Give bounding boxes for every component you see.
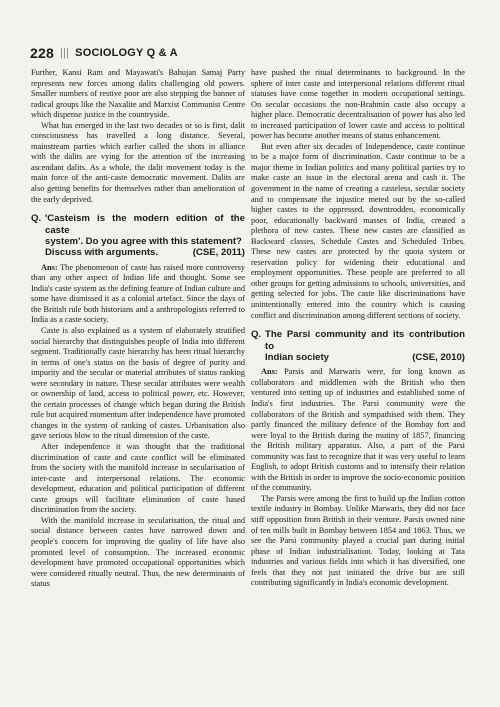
paragraph: Further, Kansi Ram and Mayawati's Bahujan Samaj Party represents new forces among dalits challenging old powers. Smaller numbers of restive poor are also stepping the banner of radical groups like the Naxalite and Marxist Communist Centre which dispense justice in the countryside. — [31, 68, 245, 120]
answer-label: Ans: — [41, 262, 58, 272]
question-text-line: The Parsi community and its contribution to — [265, 329, 465, 352]
question-heading — [31, 213, 245, 259]
question-text-line: Discuss with arguments. — [45, 247, 159, 259]
paragraph: With the manifold increase in secularisation, the ritual and social distance between castes have narrowed down and people's concern for improving the quality of life have also promoted level of consumption. The increased economic development have promoted occupational opportunities which were considered ritually neutral. Thus, the new determinants of status — [31, 515, 245, 589]
answer-text: Parsis and Marwaris were, for long known as collaborators and middlemen with the British who then ventured into setting up of industries and established some of India's first industries. The Parsi community were the collaborators of the British and sympathised with them. They partly financed the military defence of the Bombay fort and were loyal to the British during the mutiny of 1857, financing the British military apparatus. Also, a part of the Parsi community was fast to recognize that it was very useful to learn English, to adopt British customs and to intensify their relation with the British in order to improve the socio-economic position of the community. — [251, 367, 466, 493]
question-text-line: Indian society — [265, 351, 329, 363]
answer-label: Ans: — [261, 367, 278, 377]
question-text-line: 'Casteism is the modern edition of the caste — [45, 213, 245, 236]
question-text-line: system'. Do you agree with this statement? — [45, 235, 242, 247]
header-separator: ||| — [59, 47, 70, 59]
section-title: SOCIOLOGY Q & A — [75, 47, 178, 59]
paragraph: Caste is also explained as a system of elaborately stratified social hierarchy that distinguishes people of India into different segment. Traditionally caste hierarchy has been ritual hierarchy in terms of one's status on the basis of degree of purity and impurity and the secular or material attributes of status ranking were secondary in nature. These secular attributes were wealth or ownership of land, access to political power, etc. However, the certain processes of change which began during the British rule but acquired momentum after independence have promoted changes in the system of ranking of castes. Urbanisation also gave serious blow to the ritual dimension of the caste. — [31, 326, 245, 441]
left-column — [31, 68, 245, 590]
page-header — [30, 45, 178, 61]
answer-text: The phenomenon of caste has raised more controversy than any other aspect of Indian life and thought. Some see India's caste system as the defining feature of Indian culture and some have dismissed it as a colonial artefact. Since the days of the British rule both historians and a anthropologists referred to India as a caste society. — [31, 262, 245, 325]
page-number: 228 — [30, 45, 54, 61]
paragraph: What has emerged in the last two decades or so is first, dalit consciousness has travelled a long distance. Several, mainstream parties which earlier called the shots in alliance with the dalits are vying for the attention of the increasing ascendant dalits. As a whole, the dalit movement today is the main force of the anti-caste democratic movement. Dalits are also getting benefits for themselves rather than amelioration of the early deprived. — [31, 120, 245, 204]
paragraph: The Parsis were among the first to build up the Indian cotton textile industry in Bombay. Unlike Marwaris, they did not face stiff opposition from British in their venture. Parsis owned nine of ten mills built in Bombay between 1854 and 1863. Thus, we see the Parsi community played a crucial part during initial phase of Indian industrialisation. Today, looking at Tata industries and various fields into which it has diversified, one feels that they not just initiated the drive but are still contributing significantly in India's economic development. — [251, 493, 465, 588]
paragraph: After independence it was thought that the traditional discrimination of caste and caste conflict will be eliminated from the society with the manifold increase in secularisation of inter-caste and interpersonal relations. The economic development, education and political participation of different caste groups will facilitate elimination of caste based discrimination from the society. — [31, 442, 245, 515]
right-column — [251, 68, 465, 589]
question-label: Q. — [31, 213, 42, 225]
question-source: (CSE, 2011) — [192, 247, 245, 259]
question-heading — [251, 329, 465, 363]
paragraph: have pushed the ritual determinants to background. In the sphere of inter caste and interpersonal relations different ritual statuses have come together in modern occupational settings. On secular occasions the non-Brahmin caste also occupy a higher place. Democratic decentralisation of power has also led to increased participation of lower caste and access to political power has become another means of status enhancement. — [251, 68, 465, 141]
answer-paragraph — [251, 367, 465, 494]
answer-paragraph — [31, 263, 245, 326]
question-source: (CSE, 2010) — [412, 351, 465, 363]
paragraph: But even after six decades of Independence, caste continue to be a major form of discrimination. Caste continue to be a major theme in Indian politics and many political parties try to make caste an issue in the electoral arena and cash it. The government in the name of creating a casteless, secular society and to compensate the injustice meted out by the so-called higher castes to the oppressed, downtrodden, economically poor, educationally backward masses of India, created a plethora of new castes. These new castes are classified as Backward classes, Schedule Castes and Scheduled Tribes. These new castes are protected by the quota system or reservation policy for widening their educational and employment opportunities. These people are preferred to all other groups for getting admissions to schools, universities, and getting selected for jobs. The caste like discriminations have unintentionally entered into the country which is causing conflict and discrimination among different sections of society. — [251, 141, 465, 320]
question-label: Q. — [251, 329, 262, 341]
